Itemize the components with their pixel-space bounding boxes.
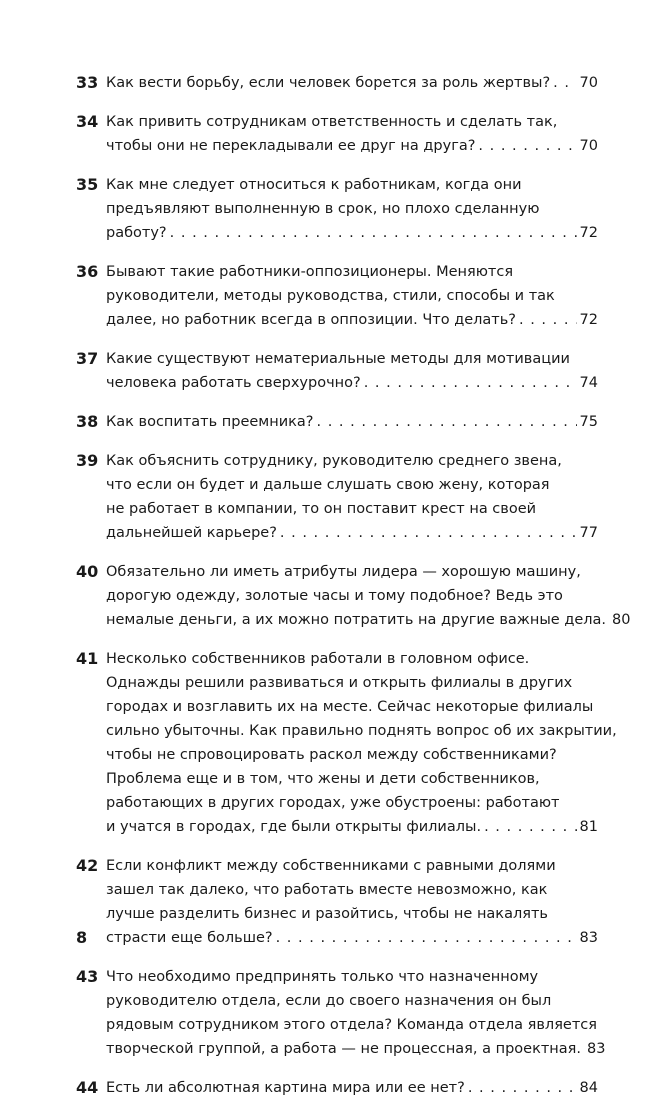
dot-leader: [478, 134, 576, 158]
toc-entry-line: человека работать сверхурочно?: [106, 375, 361, 391]
toc-entry-title: [106, 1076, 598, 1100]
toc-entry-line: дальнейшей карьере?: [106, 525, 277, 541]
toc-entry-last-line: [106, 371, 598, 395]
toc-entry-line: Если конфликт между собственниками с равными долями: [106, 858, 556, 874]
toc-entry-line: творческой группой, а работа — не процессная, а проектная.: [106, 1041, 581, 1057]
dot-leader: [170, 221, 577, 245]
toc-entry-title: [106, 965, 606, 1061]
toc-entry-number: 36: [76, 262, 99, 281]
toc-entry-line: не работает в компании, то он поставит крест на своей: [106, 501, 537, 517]
toc-entry-title: [106, 410, 598, 434]
toc-entry-page: 83: [579, 930, 598, 946]
toc-entry-number: 37: [76, 349, 99, 368]
toc-entry-page: 75: [579, 414, 598, 430]
toc-entry-line: сильно убыточны. Как правильно поднять вопрос об их закрытии,: [106, 723, 617, 739]
toc-entry-page: 74: [579, 375, 598, 391]
dot-leader: [280, 521, 577, 545]
toc-entry[interactable]: [0, 1076, 668, 1100]
toc-entry-line: лучше разделить бизнес и разойтись, чтобы не накалять: [106, 906, 548, 922]
toc-entry-number: 42: [76, 856, 99, 875]
toc-entry-line: рядовым сотрудником этого отдела? Команда отдела является: [106, 1017, 597, 1033]
toc-entry-line: работающих в других городах, уже обустроены: работают: [106, 795, 560, 811]
toc-entry-page: 70: [579, 138, 598, 154]
toc-entry-last-line: [106, 134, 598, 158]
toc-entry-title: [106, 449, 598, 545]
toc-entry-line: дорогую одежду, золотые часы и тому подобное? Ведь это: [106, 588, 563, 604]
toc-entry-title: [106, 647, 617, 839]
dot-leader: [519, 308, 577, 332]
dot-leader: [316, 410, 576, 434]
toc-entry-title: [106, 110, 598, 158]
toc-entry-number: 35: [76, 175, 99, 194]
toc-entry-line: немалые деньги, а их можно потратить на другие важные дела.: [106, 612, 607, 628]
toc-entry[interactable]: [0, 110, 668, 158]
toc-entry-line: Однажды решили развиваться и открыть филиалы в других: [106, 675, 573, 691]
toc-entry-last-line: [106, 410, 598, 434]
toc-entry-page: 70: [579, 75, 598, 91]
toc-entry-line: городах и возглавить их на месте. Сейчас некоторые филиалы: [106, 699, 594, 715]
toc-entry-page: 72: [579, 312, 598, 328]
toc-entry-line: что если он будет и дальше слушать свою жену, которая: [106, 477, 550, 493]
toc-entry-page: 77: [579, 525, 598, 541]
toc-entry-page: 83: [587, 1041, 606, 1057]
toc-entry-line: Есть ли абсолютная картина мира или ее нет?: [106, 1080, 465, 1096]
toc-list: [0, 71, 668, 1100]
toc-entry[interactable]: [0, 560, 668, 632]
toc-entry-page: 80: [612, 612, 631, 628]
toc-entry-line: чтобы они не перекладывали ее друг на друга?: [106, 138, 476, 154]
toc-entry[interactable]: [0, 173, 668, 245]
toc-entry-line: Как привить сотрудникам ответственность и сделать так,: [106, 114, 558, 130]
toc-entry-last-line: [106, 815, 598, 839]
toc-entry-number: 43: [76, 967, 99, 986]
toc-entry-number: 33: [76, 73, 99, 92]
toc-entry-line: Несколько собственников работали в головном офисе.: [106, 651, 530, 667]
toc-entry-line: зашел так далеко, что работать вместе невозможно, как: [106, 882, 548, 898]
toc-entry-line: Обязательно ли иметь атрибуты лидера — хорошую машину,: [106, 564, 581, 580]
toc-entry[interactable]: [0, 71, 668, 95]
toc-entry-line: Как вести борьбу, если человек борется за роль жертвы?: [106, 75, 551, 91]
toc-entry-line: и учатся в городах, где были открыты филиалы.: [106, 819, 482, 835]
toc-entry-number: 39: [76, 451, 99, 470]
toc-entry[interactable]: [0, 347, 668, 395]
toc-entry-line: руководителю отдела, если до своего назначения он был: [106, 993, 552, 1009]
toc-entry-last-line: [106, 308, 598, 332]
toc-entry-line: руководители, методы руководства, стили, способы и так: [106, 288, 555, 304]
toc-entry-last-line: [106, 608, 631, 632]
toc-entry-page: 81: [579, 819, 598, 835]
toc-entry[interactable]: [0, 965, 668, 1061]
toc-entry-number: 44: [76, 1078, 99, 1097]
toc-entry-number: 40: [76, 562, 99, 581]
page-number: 8: [76, 928, 88, 947]
toc-entry-last-line: [106, 926, 598, 950]
toc-entry-line: Проблема еще и в том, что жены и дети собственников,: [106, 771, 540, 787]
toc-entry-title: [106, 71, 598, 95]
toc-entry-title: [106, 260, 598, 332]
toc-entry-page: 84: [579, 1080, 598, 1096]
toc-entry-page: 72: [579, 225, 598, 241]
toc-entry-last-line: [106, 1037, 606, 1061]
toc-entry-number: 34: [76, 112, 99, 131]
toc-entry-last-line: [106, 1076, 598, 1100]
toc-entry-line: Какие существуют нематериальные методы для мотивации: [106, 351, 570, 367]
toc-entry-line: Как воспитать преемника?: [106, 414, 314, 430]
toc-entry-last-line: [106, 71, 598, 95]
table-of-contents: [0, 71, 668, 1115]
toc-entry-line: Что необходимо предпринять только что назначенному: [106, 969, 539, 985]
toc-entry-line: далее, но работник всегда в оппозиции. Что делать?: [106, 312, 516, 328]
toc-entry-number: 38: [76, 412, 99, 431]
toc-entry-last-line: [106, 221, 598, 245]
toc-entry-line: предъявляют выполненную в срок, но плохо сделанную: [106, 201, 540, 217]
toc-entry-line: Бывают такие работники-оппозиционеры. Меняются: [106, 264, 514, 280]
toc-entry-title: [106, 347, 598, 395]
dot-leader: [484, 815, 576, 839]
toc-entry-title: [106, 854, 598, 950]
toc-entry-title: [106, 173, 598, 245]
dot-leader: [468, 1076, 577, 1100]
toc-entry[interactable]: [0, 854, 668, 950]
toc-entry-last-line: [106, 521, 598, 545]
toc-entry-number: 41: [76, 649, 99, 668]
toc-entry[interactable]: [0, 410, 668, 434]
toc-entry-line: страсти еще больше?: [106, 930, 273, 946]
dot-leader: [276, 926, 577, 950]
toc-entry-line: работу?: [106, 225, 167, 241]
toc-entry-line: Как мне следует относиться к работникам, когда они: [106, 177, 522, 193]
dot-leader: [364, 371, 577, 395]
toc-entry-line: Как объяснить сотруднику, руководителю среднего звена,: [106, 453, 562, 469]
dot-leader: [553, 71, 576, 95]
toc-entry-line: чтобы не спровоцировать раскол между собственниками?: [106, 747, 557, 763]
toc-entry-title: [106, 560, 631, 632]
toc-entry[interactable]: [0, 449, 668, 545]
toc-entry[interactable]: [0, 647, 668, 839]
toc-entry[interactable]: [0, 260, 668, 332]
